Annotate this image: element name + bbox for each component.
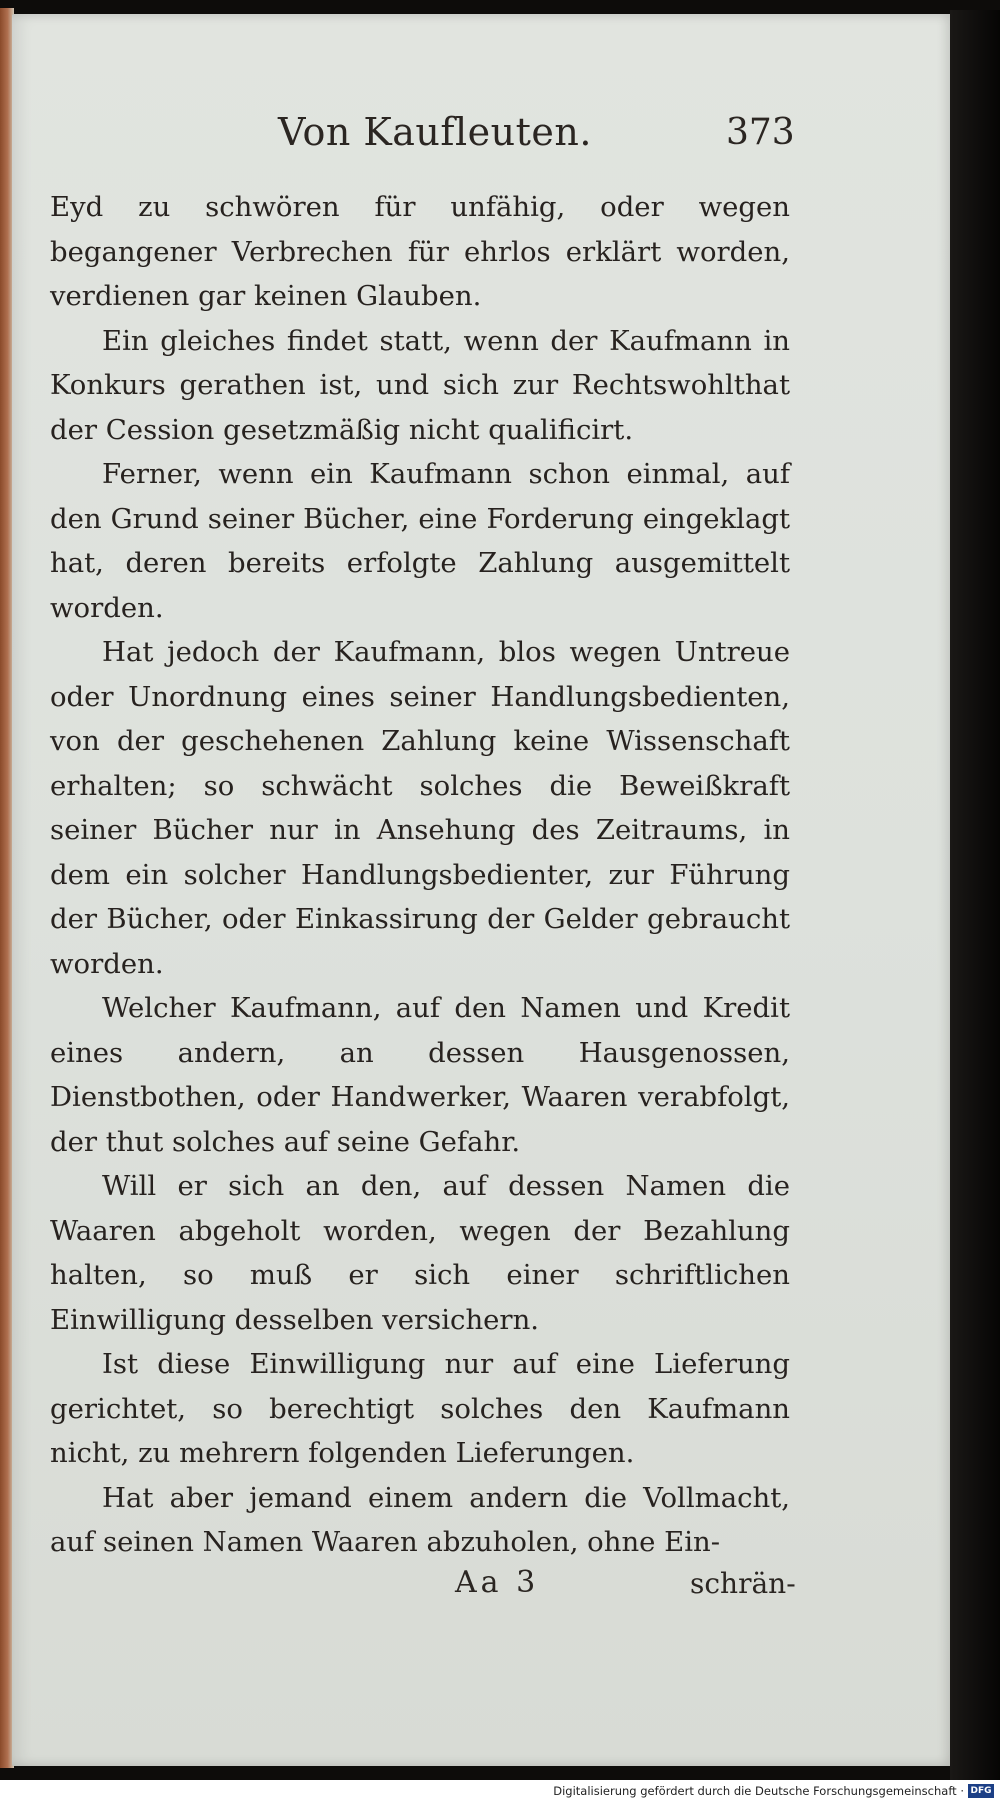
paragraph: Hat aber jemand einem andern die Vollmacht, auf seinen Namen Waaren abzuholen, ohne Ein-	[50, 1481, 790, 1558]
paragraph: Welcher Kaufmann, auf den Namen und Kredit eines andern, an dessen Hausgenossen, Dienstbothen, oder Handwerker, Waaren verabfolgt, der thut solches auf seine Gefahr.	[50, 992, 790, 1158]
paragraph: Ein gleiches findet statt, wenn der Kaufmann in Konkurs gerathen ist, und sich zur Rechtswohlthat der Cession gesetzmäßig nicht qualificirt.	[50, 324, 790, 446]
paragraph: Ist diese Einwilligung nur auf eine Lieferung gerichtet, so berechtigt solches den Kaufmann nicht, zu mehrern folgenden Lieferungen.	[50, 1348, 790, 1469]
page-body	[50, 185, 790, 1565]
binding-shadow	[950, 10, 1000, 1780]
paragraph: Ferner, wenn ein Kaufmann schon einmal, auf den Grund seiner Bücher, eine Forderung eingeklagt hat, deren bereits erfolgte Zahlung ausgemittelt worden.	[50, 458, 790, 624]
paragraph: Hat jedoch der Kaufmann, blos wegen Untreue oder Unordnung eines seiner Handlungsbedienten, von der geschehenen Zahlung keine Wissenschaft erhalten; so schwächt solches die Beweißkraft seiner Bücher nur in Ansehung des Zeitraums, in dem ein solcher Handlungsbedienter, zur Führung der Bücher, oder Einkassirung der Gelder gebraucht worden.	[50, 636, 790, 980]
catchword: schrän-	[690, 1567, 796, 1600]
signature-mark: Aa 3	[455, 1565, 540, 1600]
running-head: Von Kaufleuten.	[278, 110, 592, 154]
paragraph: Eyd zu schwören für unfähig, oder wegen begangener Verbrechen für ehrlos erklärt worden, verdienen gar keinen Glauben.	[50, 191, 790, 312]
dfg-logo: DFG	[968, 1784, 994, 1798]
paragraph: Will er sich an den, auf dessen Namen die Waaren abgeholt worden, wegen der Bezahlung halten, so muß er sich einer schriftlichen Einwilligung desselben versichern.	[50, 1170, 790, 1336]
funding-credit: Digitalisierung gefördert durch die Deutsche Forschungsgemeinschaft ·	[553, 1784, 964, 1798]
page-number: 373	[726, 112, 795, 153]
